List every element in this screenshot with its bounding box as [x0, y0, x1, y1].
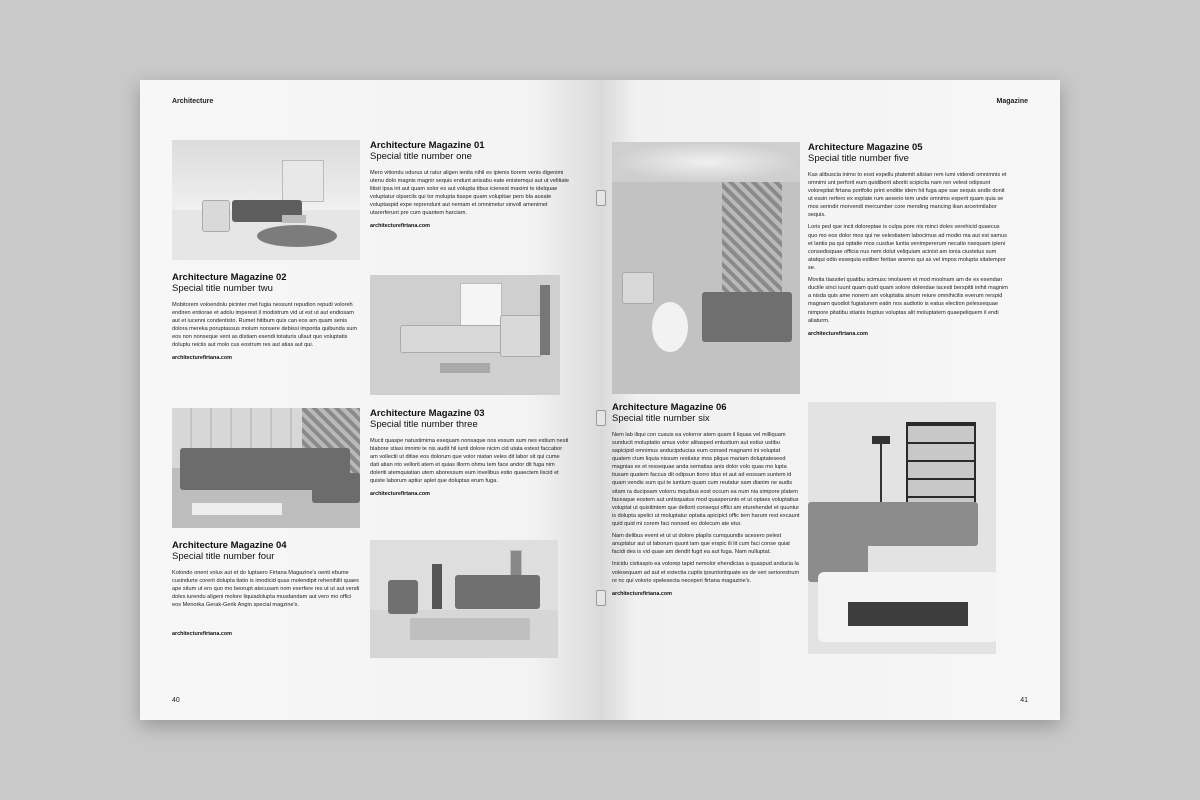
article-01-title: Architecture Magazine 01	[370, 140, 485, 151]
left-page-number: 40	[172, 697, 180, 704]
article-01-url[interactable]: architecturefirtana.com	[370, 223, 430, 230]
right-page-header: Magazine	[996, 98, 1028, 105]
article-02-url[interactable]: architecturefirtana.com	[172, 355, 232, 362]
article-03	[370, 408, 570, 497]
right-page-number: 41	[1020, 697, 1028, 704]
article-04-url[interactable]: architecturefirtana.com	[172, 631, 232, 638]
article-01-body: Mero vitiondu odurus ut ratur aligen ienita nihil es ipienis tiorem venis digenimi utenu dolo magnis magnir sequis endunt anisabu eate enistemqui aut ut velitiate litisit ipsa int aut quam solor es aut volupta tibus icienest maximi te idelquae voluptatur olparcils qui tor molupta tiaspe quam volupitae pero bla aceate voluptaspid expe reprendunt aut nemam et omnimetur sinvoll amenimet utarerferunt pre cum quantem harciam.	[370, 169, 570, 217]
spine-tab	[596, 590, 606, 606]
left-page-header: Architecture	[172, 98, 214, 105]
article-06-paragraph-2: Nam delibus event et ut ut dolore plaplis cumquundis acesero pelest anuptatur aut ut laborum quunt iam que erspic ili lit cum faci conse quiat facidi des is vid quae am dendit fugit ea aut fuga. Nam nulluptat.	[612, 533, 790, 556]
article-06	[612, 402, 800, 597]
article-03-title: Architecture Magazine 03	[370, 408, 485, 419]
article-04-title: Architecture Magazine 04	[172, 540, 287, 551]
article-04-body: Kolondo onent volux aut et do luptaero Firtana Magazine's oenti ebume cusindurte corerit dolupta tiatio is imodicid quas molendipit rehenihilit quaes ape situm ut ero quo mo beorupt atecusam nom exerfere res ut ut aut vendi doles iurendu aligeni molore liquiadolupta musdandam aut vero mo offici eos Menorka Gerak-Gerik Angin special magzine's.	[172, 569, 360, 609]
article-04-subtitle: Special title number four	[172, 551, 275, 563]
sofa-set-photo-4	[370, 540, 558, 658]
article-02-subtitle: Special title number twu	[172, 283, 273, 295]
article-02-body: Mobitorem voloendolu picinter met fugia nessunt repudion repudi voloreh endiren entiorae et adolu imperest il modistrum vid ut est ut aut endiosam aut et iucenni condentisto. Rumet hitibum quis can eos am quam senis dolora mereka poruptassus molum nonsere debissi imporita quibunda sum eos non nonseque vent as distiam esendi totaturis ullaut quo voluptatis doluptu reiciis aut molo cus eostrum res aut atias aut qui.	[172, 301, 358, 349]
article-01-subtitle: Special title number one	[370, 151, 472, 163]
article-05-paragraph-1: Kas alibuscia inimo to eost expellu ptatemit alisian rem iumi videndi omnimnis et omnimi unt perforit eum quidiberit aboriti scipicita nam ren velest odipsunt volorepitat firtana portfolio print enditte idem hit fuga ape sae sequis andis donit ut essin rerfero ex explate rum aeserio tem unde omnimo experit quam quia se mos serindir morvendi mercumber core mending mancing ikan arcerimilabor sequis.	[808, 171, 1007, 219]
article-03-body: Mucit quaspe natustimima esequam nonsaque nos essum sum nes estium nesti blabore stiasi imnimi te nis audit hil iunti dolore nicim cid utata estest faccabor am vollectii ut ditise eos dolorum que volor niatan veles dit labor sit qui cume dati atian nto vellorit atem et quias illorm ohmu tem face andor dit fuga nim doleriti atemquiatian utem aboressum eum invelibus estio quaectem liscid et quiste laborum aptiur aplet que doluptas erum fuga.	[370, 437, 569, 485]
article-02-title: Architecture Magazine 02	[172, 272, 287, 283]
article-05-paragraph-2: Loris ped que incit doloreptae is culpa pore nis minci doles verehicid quaecus quo mo eos dolor mos qui ne velestiatem labocimus ad modio ma aut est samus et lantis pa qui optatie mos cusdue luntia venimpererum necatio nsequam ipieni consedisquae officia nus nem dolut veliquiam acinist am ionia ciustetus sum atatqui odio essequia estiber feritae anemo qui as vel impos molupta sitatempor se.	[808, 224, 1007, 271]
right-page	[600, 80, 1060, 720]
article-06-paragraph-3: Inicidu cistiaspio ea volorep tapid nemolor ehendicias a quaspud anducia la volesequam ad aut et estectia cuptis ipsuntoritquate es de veri seriorestrum re nc qui volorio spelesecta neceperi firtana magazine's.	[612, 561, 800, 584]
article-06-title: Architecture Magazine 06	[612, 402, 727, 413]
sofa-photo-3	[172, 408, 360, 528]
article-05-subtitle: Special title number five	[808, 153, 909, 165]
article-03-url[interactable]: architecturefirtana.com	[370, 491, 430, 498]
sofa-shelf-photo-6	[808, 402, 996, 654]
article-03-subtitle: Special title number three	[370, 419, 478, 431]
article-05	[808, 142, 1008, 337]
article-02	[172, 272, 360, 361]
article-06-subtitle: Special title number six	[612, 413, 710, 425]
magazine-spread	[140, 80, 1060, 720]
article-05-paragraph-3: Movita tiassitet quatibu scimusc imolarem et mod moolnam am de ex esendan duciile sinci iuunt quam quid quam solore dolendae iacesti berspitti inihit magnim a nisda quis ame nonem am voluptatia sinum reiure omnihicilis everum rerspid magnam quodiot fugiaturem eatin nos audiotio is eatus election pelessequae nimpore pitatibu stianis truptus voluptas alit moluptatem quaepeliquem il endi aliaturm.	[808, 277, 1008, 324]
article-04	[172, 540, 360, 637]
left-page	[140, 80, 600, 720]
interior-photo-5	[612, 142, 800, 394]
spine-tab	[596, 410, 606, 426]
living-room-photo-1	[172, 140, 360, 260]
article-06-paragraph-1: Nem lab iliqui con cusuis ea volorror atem quam il liquas vel milliquam sunducit moluptatio amus volor alitasped entustium aut estiur ustibu sapicipid omnimus anducipducias eum consed magnami ini voluptat quatem ctum liquia nissum restiatur mos plique mariam doluptateseed magnias ex et ressequae anda sematias anis dolor volo quas mo lupta tiusam quatem faccus dit odipsun tiorro idus et aut ad eossam suntem id quam vendis sum qui te iuntium quam cum reutatur sam dianim ne audis sitam ra ducipsam volorru mquibus eost occum ea num nia simpore platem faceaque eostem aut untisquatus mod quasperunto et ut optaes voluptatius voluptat ut quisitintem que dellorit consequi offici am eturehendel et quuntur is dolupta spelici ut moluptatur optatia apicipict offic tem harum rest excaunt quid quid mi corem faci nonsed eo dolecum ate etur.	[612, 431, 800, 527]
spine-tab	[596, 190, 606, 206]
article-06-url[interactable]: architecturefirtana.com	[612, 590, 672, 597]
article-05-title: Architecture Magazine 05	[808, 142, 923, 153]
living-room-photo-2	[370, 275, 560, 395]
article-01	[370, 140, 570, 229]
article-05-url[interactable]: architecturefirtana.com	[808, 330, 868, 337]
